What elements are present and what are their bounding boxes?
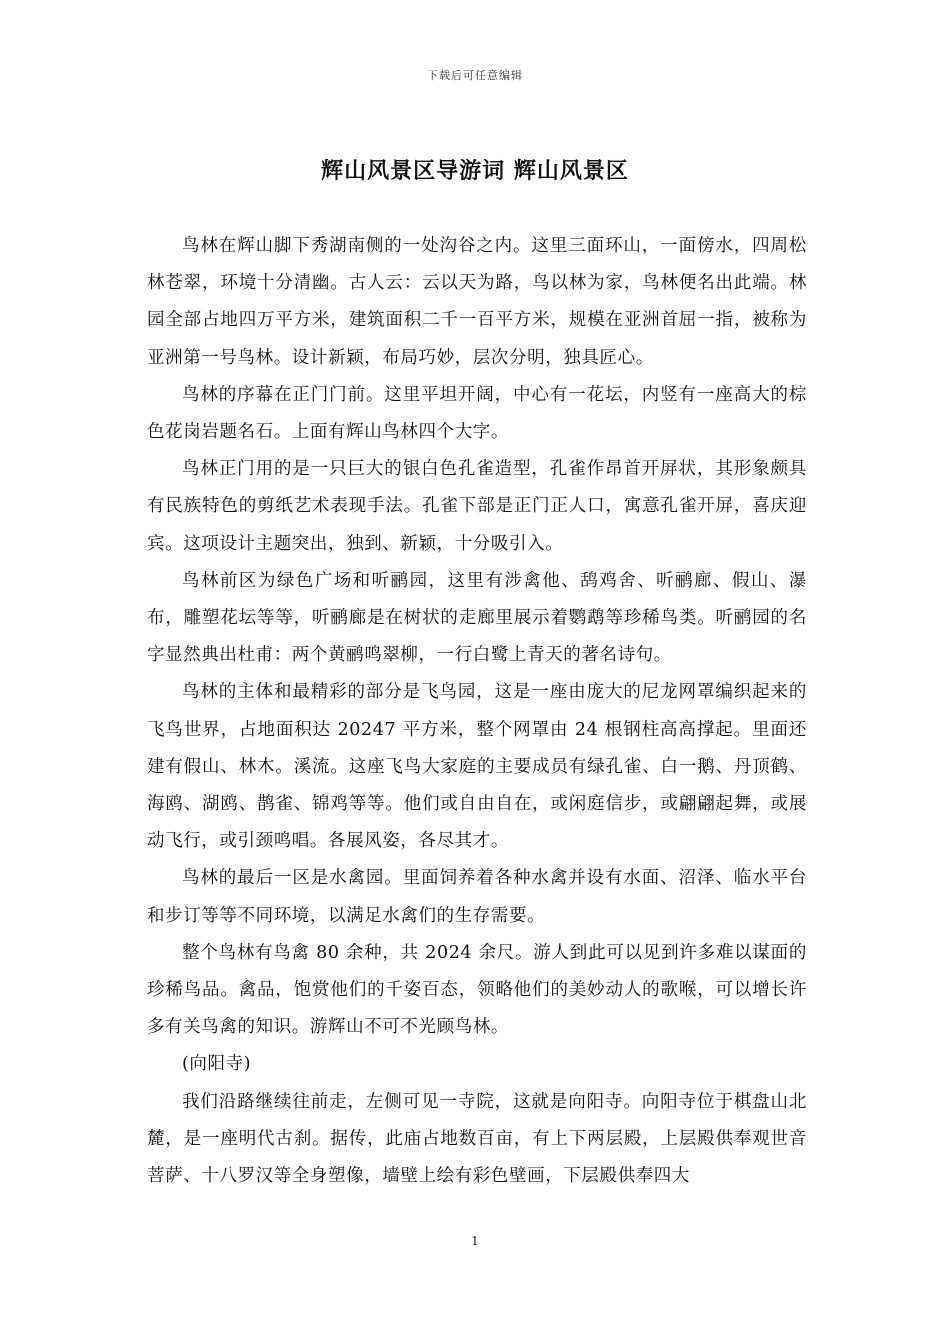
document-body — [147, 228, 807, 1195]
header-note: 下载后可任意编辑 — [427, 69, 523, 82]
paragraph: 我们沿路继续往前走，左侧可见一寺院，这就是向阳寺。向阳寺位于棋盘山北麓，是一座明代古刹。据传，此庙占地数百亩，有上下两层殿，上层殿供奉观世音菩萨、十八罗汉等全身塑像，墙壁上绘有彩色壁画，下层殿供奉四大 — [147, 1091, 807, 1187]
paragraph: 鸟林的最后一区是水禽园。里面饲养着各种水禽并设有水面、沼泽、临水平台和步订等等不同环境，以满足水禽们的生存需要。 — [147, 868, 807, 926]
paragraph: 鸟林的序幕在正门门前。这里平坦开阔，中心有一花坛，内竖有一座高大的棕色花岗岩题名石。上面有辉山鸟林四个大字。 — [147, 384, 807, 443]
document-title: 辉山风景区导游词 辉山风景区 — [321, 158, 629, 184]
section-heading: (向阳寺) — [182, 1054, 252, 1075]
page-number: 1 — [471, 1234, 479, 1248]
paragraph: 鸟林在辉山脚下秀湖南侧的一处沟谷之内。这里三面环山，一面傍水，四周松林苍翠，环境十分清幽。古人云：云以天为路，鸟以林为家，鸟林便名出此端。林园全部占地四万平方米，建筑面积二千一百平方米，规模在亚洲首屈一指，被称为亚洲第一号鸟林。设计新颖，布局巧妙，层次分明，独具匠心。 — [147, 236, 807, 368]
paragraph: 鸟林的主体和最精彩的部分是飞鸟园，这是一座由庞大的尼龙网罩编织起来的飞鸟世界，占地面积达 20247 平方米，整个网罩由 24 根钢柱高高撑起。里面还建有假山、林木。溪流。这座飞鸟大家庭的主要成员有绿孔雀、白一鹅、丹顶鹤、海鸥、湖鸥、鹊雀、锦鸡等等。他们或自由自在，或闲庭信步，或翩翩起舞，或展动飞行，或引颈鸣唱。各展风姿，各尽其才。 — [147, 682, 807, 852]
paragraph: 鸟林正门用的是一只巨大的银白色孔雀造型，孔雀作昂首开屏状，其形象颇具有民族特色的剪纸艺术表现手法。孔雀下部是正门正人口，寓意孔雀开屏，喜庆迎宾。这项设计主题突出，独到、新颖，十分吸引入。 — [147, 459, 807, 554]
paragraph: 整个鸟林有鸟禽 80 余种，共 2024 余尺。游人到此可以见到许多难以谋面的珍稀鸟品。禽品，饱赏他们的千姿百态，领略他们的美妙动人的歌喉，可以增长许多有关鸟禽的知识。游辉山不可不光顾鸟林。 — [147, 942, 807, 1038]
paragraph: 鸟林前区为绿色广场和听鹂园，这里有涉禽他、鸹鸡舍、听鹂廊、假山、瀑布，雕塑花坛等等，听鹂廊是在树状的走廊里展示着鹦鹉等珍稀鸟类。听鹂园的名字显然典出杜甫：两个黄鹂鸣翠柳，一行白鹭上青天的著名诗句。 — [147, 570, 807, 666]
